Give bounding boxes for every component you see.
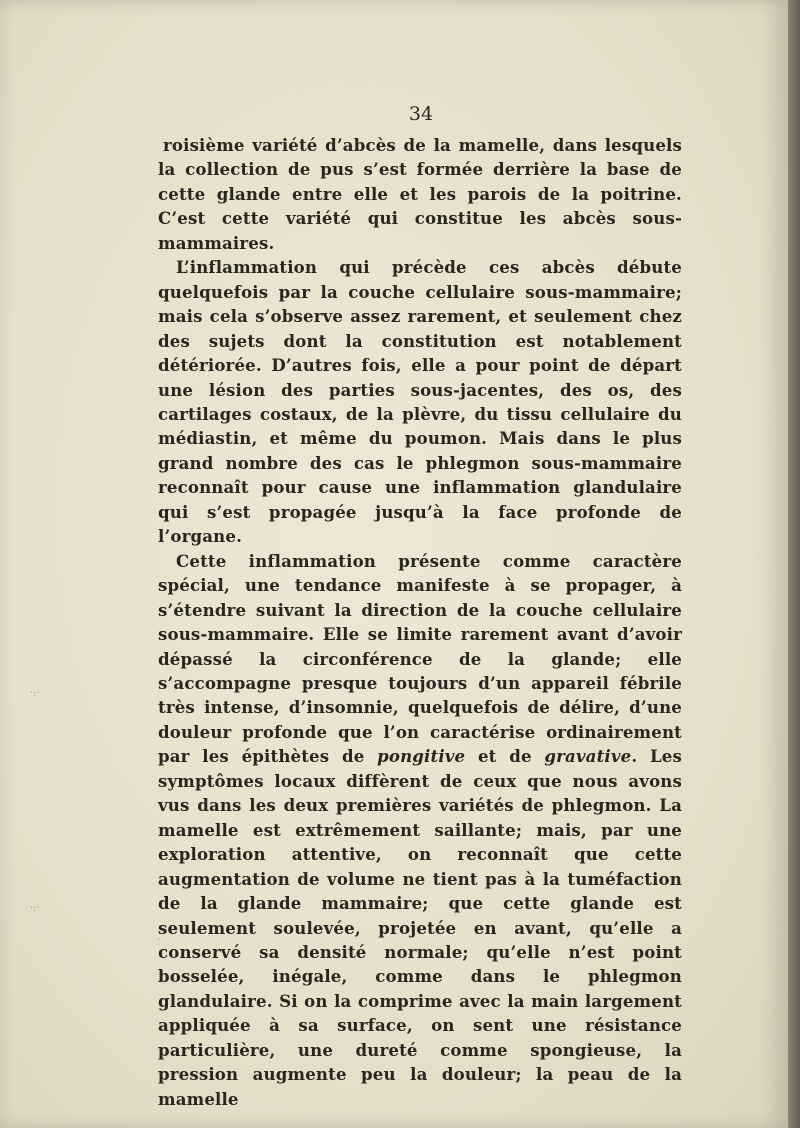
paragraph [158,133,682,255]
paragraph [158,549,682,1111]
text-run: et de [465,746,545,767]
paper-speck: ·:· [30,903,40,914]
text-run: . Les symptômes locaux diffèrent de ceux que nous avons vus dans les deux premières variétés de phlegmon. La mamelle est extrêmement saillante; mais, par une exploration attentive, on reconnaît que cette augmentation de volume ne tient pas à la tuméfaction de la glande mammaire; que cette glande est seulement soulevée, projetée en avant, qu’elle a conservé sa densité normale; qu’elle n’est point bosselée, inégale, comme dans le phlegmon glandulaire. Si on la comprime avec la main largement appliquée à sa surface, on sent une résistance particulière, une dureté comme spongieuse, la pression augmente peu la douleur; la peau de la mamelle [158,746,682,1109]
italic-term: pongitive [377,746,466,767]
text-run: roisième variété d’abcès de la mamelle, dans lesquels la collection de pus s’est formée derrière la base de cette glande entre elle et les parois de la poitrine. C’est cette variété qui constitue les abcès sous-mammaires. [158,135,682,253]
text-run: L’inflammation qui précède ces abcès débute quelquefois par la couche cellulaire sous-mammaire; mais cela s’observe assez rarement, et seulement chez des sujets dont la constitution est notablement détériorée. D’autres fois, elle a pour point de départ une lésion des parties sous-jacentes, des os, des cartilages costaux, de la plèvre, du tissu cellulaire du médiastin, et même du poumon. Mais dans le plus grand nombre des cas le phlegmon sous-mammaire reconnaît pour cause une inflammation glandulaire qui s’est propagée jusqu’à la face profonde de l’organe. [158,257,682,547]
body-text [158,133,682,1111]
paper-speck: ·:· [30,688,40,699]
page-number: 34 [408,103,434,125]
page-edge [788,0,800,1128]
paragraph [158,255,682,548]
italic-term: gravative [544,746,632,767]
text-run: Cette inflammation présente comme caractère spécial, une tendance manifeste à se propager, à s’étendre suivant la direction de la couche cellulaire sous-mammaire. Elle se limite rarement avant d’avoir dépassé la circonférence de la glande; elle s’accompagne presque toujours d’un appareil fébrile très intense, d’insomnie, quelquefois de délire, d’une douleur profonde que l’on caractérise ordinairement par les épithètes de [158,550,682,767]
paper-speck: · [157,935,161,946]
